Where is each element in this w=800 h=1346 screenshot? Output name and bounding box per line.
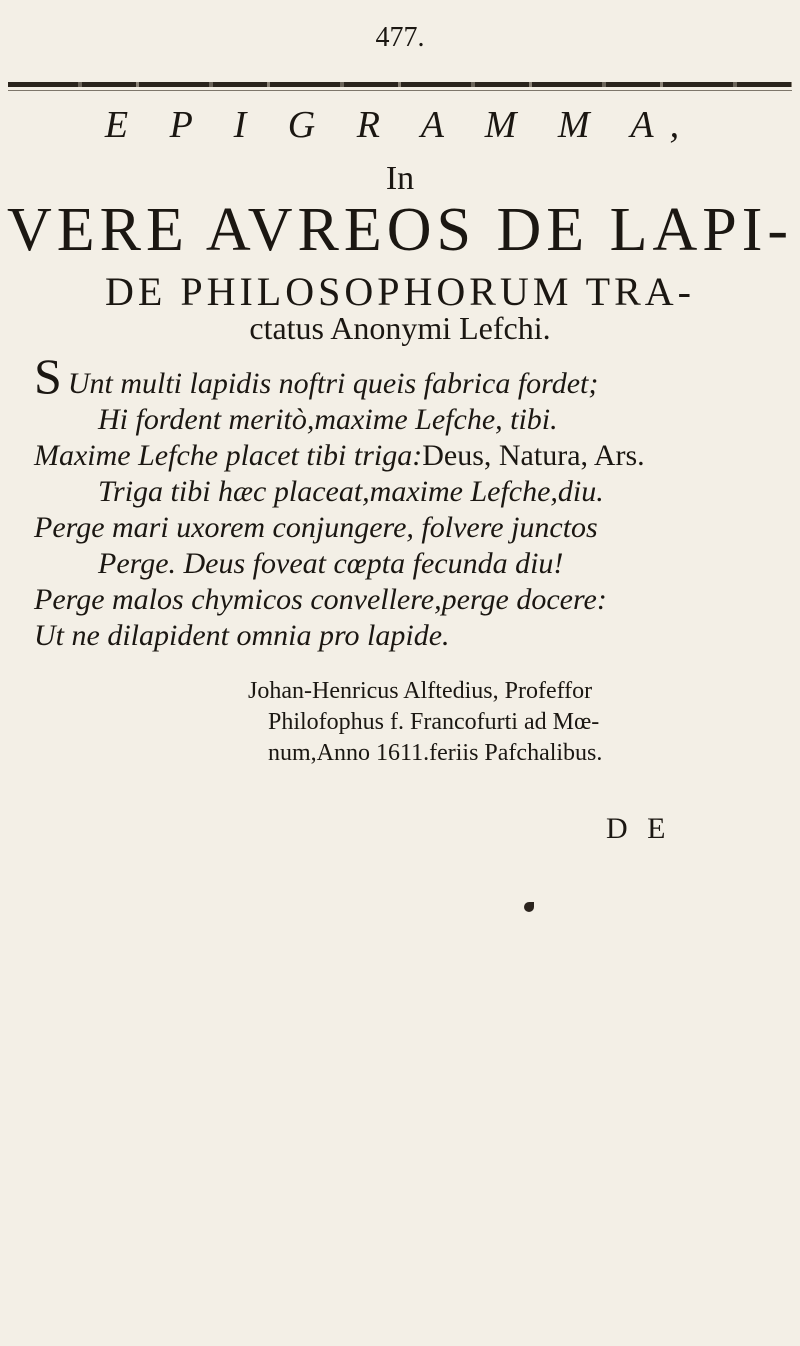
- subject-line-1: VERE AVREOS DE LAPI-: [6, 196, 794, 264]
- poem-line: Hi fordent meritò,maxime Lefche, tibi.: [98, 403, 558, 436]
- poem-line: [34, 348, 774, 404]
- subject-line-3: ctatus Anonymi Lefchi.: [249, 310, 551, 346]
- header-rule: [8, 82, 792, 87]
- poem-line: Perge mari uxorem conjungere, folvere junctos: [34, 511, 598, 544]
- poem-line: [34, 438, 774, 474]
- poem-line-text: Maxime Lefche placet tibi triga:: [34, 439, 423, 472]
- drop-cap: S: [34, 348, 62, 404]
- epigram-preposition: In: [385, 160, 415, 197]
- catchword: D E: [606, 812, 672, 845]
- author-signature: [248, 676, 768, 769]
- header-rule-thin: [8, 90, 792, 91]
- page-number: 477.: [375, 22, 425, 53]
- subject-line-2: DE PHILOSOPHORUM TRA-: [105, 269, 695, 314]
- poem-line-upright: Deus, Natura, Ars.: [422, 439, 645, 472]
- poem-line: Ut ne dilapident omnia pro lapide.: [34, 619, 450, 652]
- epigram-poem: [34, 348, 774, 654]
- poem-line-text: Unt multi lapidis noftri queis fabrica fordet;: [67, 367, 599, 400]
- poem-line: Perge. Deus foveat cœpta fecunda diu!: [98, 547, 564, 580]
- signature-line: num,Anno 1611.feriis Pafchalibus.: [268, 740, 603, 766]
- poem-line: Triga tibi hæc placeat,maxime Lefche,diu.: [98, 475, 604, 508]
- signature-line: Johan-Henricus Alftedius, Profeffor: [248, 678, 593, 704]
- poem-line: Perge malos chymicos convellere,perge docere:: [34, 583, 607, 616]
- ink-speck: [524, 902, 534, 912]
- epigram-title: E P I G R A M M A,: [104, 104, 696, 146]
- signature-line: Philofophus f. Francofurti ad Mœ-: [268, 709, 600, 735]
